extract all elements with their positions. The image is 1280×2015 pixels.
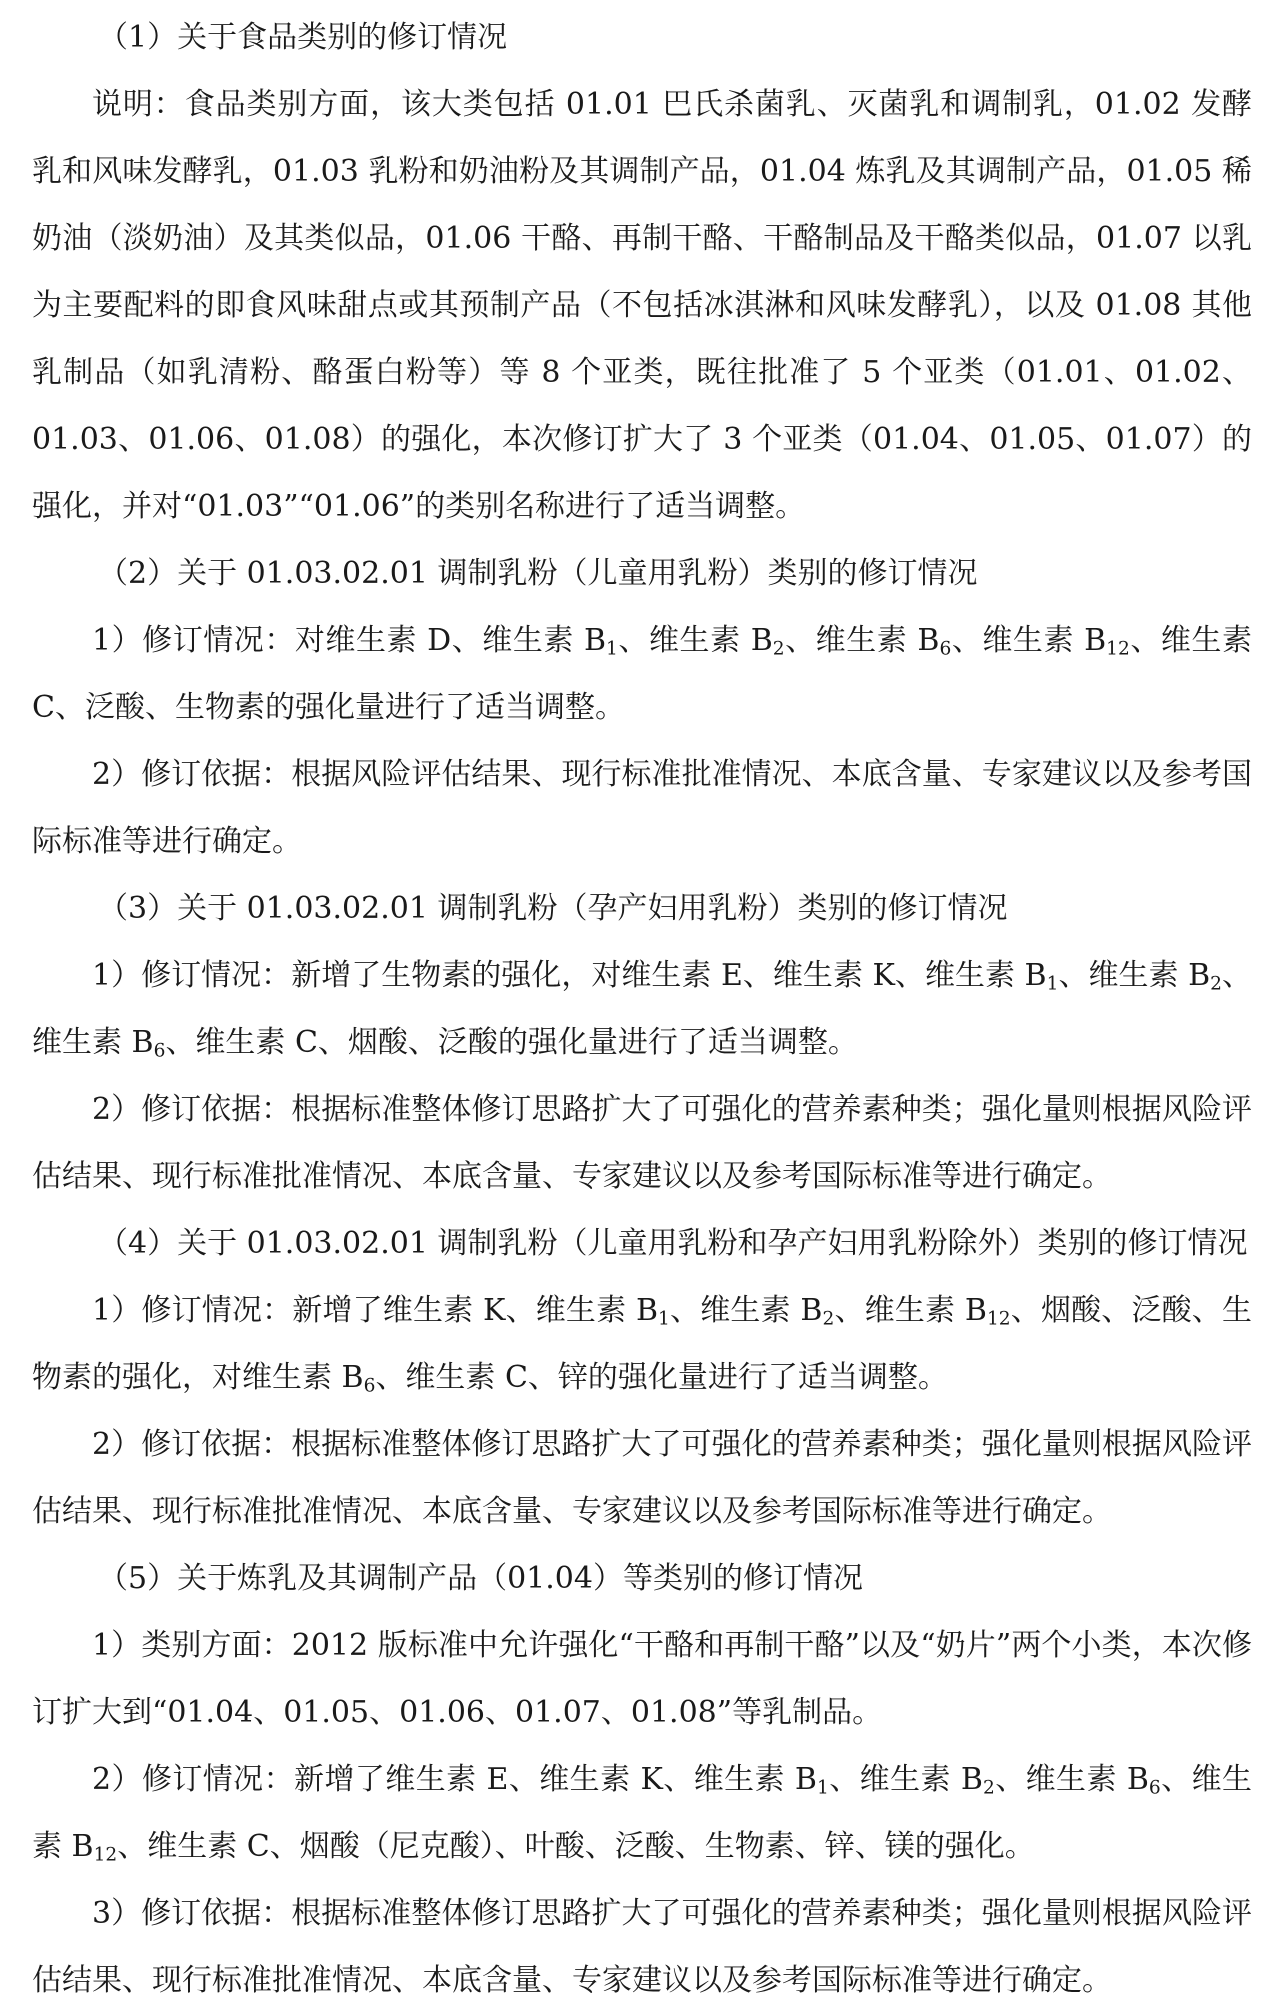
text-run: 、维生素 B xyxy=(1058,958,1211,993)
text-run: 、维生素 C、烟酸、泛酸的强化量进行了适当调整。 xyxy=(165,1025,858,1060)
section-2-basis: 2）修订依据：根据风险评估结果、现行标准批准情况、本底含量、专家建议以及参考国际标准等进行确定。 xyxy=(32,757,1252,859)
text-run: 、维生素 C、泛酸、生物素的强化量进行了适当调整。 xyxy=(32,623,1253,725)
section-4-basis: 2）修订依据：根据标准整体修订思路扩大了可强化的营养素种类；强化量则根据风险评估结果、现行标准批准情况、本底含量、专家建议以及参考国际标准等进行确定。 xyxy=(32,1427,1252,1529)
text-run: 1）修订情况：新增了生物素的强化，对维生素 E、维生素 K、维生素 B xyxy=(92,958,1047,993)
section-2-revision xyxy=(32,607,1252,741)
text-run: 2）修订情况：新增了维生素 E、维生素 K、维生素 B xyxy=(92,1762,817,1797)
subscript: 2 xyxy=(1210,973,1222,995)
text-run: 、维生素 B xyxy=(834,1293,987,1328)
subscript: 6 xyxy=(939,638,952,660)
text-run: 、维生素 B xyxy=(951,623,1107,658)
subscript: 12 xyxy=(986,1308,1011,1330)
subscript: 2 xyxy=(772,638,785,660)
text-run: 1）修订情况：对维生素 D、维生素 B xyxy=(92,623,607,658)
subscript: 6 xyxy=(1148,1777,1161,1799)
subscript: 1 xyxy=(606,638,618,660)
section-2-heading: （2）关于 01.03.02.01 调制乳粉（儿童用乳粉）类别的修订情况 xyxy=(98,556,978,591)
subscript: 1 xyxy=(1046,973,1059,995)
section-3-basis: 2）修订依据：根据标准整体修订思路扩大了可强化的营养素种类；强化量则根据风险评估结果、现行标准批准情况、本底含量、专家建议以及参考国际标准等进行确定。 xyxy=(32,1092,1252,1194)
subscript: 12 xyxy=(93,1844,118,1866)
section-4-revision xyxy=(32,1277,1252,1411)
text-run: 、烟酸、泛酸、生物素的强化，对维生素 B xyxy=(32,1293,1252,1395)
text-run: 、维生素 B xyxy=(994,1762,1149,1797)
subscript: 2 xyxy=(822,1308,835,1330)
subscript: 2 xyxy=(982,1777,995,1799)
text-run: 、维生素 B xyxy=(669,1293,823,1328)
subscript: 1 xyxy=(658,1308,670,1330)
subscript: 6 xyxy=(363,1375,376,1397)
text-run: 、维生素 C、烟酸（尼克酸）、叶酸、泛酸、生物素、锌、镁的强化。 xyxy=(117,1829,1035,1864)
subscript: 1 xyxy=(816,1777,829,1799)
section-5-basis: 3）修订依据：根据标准整体修订思路扩大了可强化的营养素种类；强化量则根据风险评估结果、现行标准批准情况、本底含量、专家建议以及参考国际标准等进行确定。 xyxy=(32,1896,1252,1998)
section-5-heading: （5）关于炼乳及其调制产品（01.04）等类别的修订情况 xyxy=(98,1561,863,1596)
document-page xyxy=(32,4,1252,2014)
section-3-heading: （3）关于 01.03.02.01 调制乳粉（孕产妇用乳粉）类别的修订情况 xyxy=(98,891,1008,926)
section-3-revision xyxy=(32,942,1252,1076)
section-5-revision xyxy=(32,1746,1252,1880)
text-run: 1）修订情况：新增了维生素 K、维生素 B xyxy=(92,1293,659,1328)
section-4-heading: （4）关于 01.03.02.01 调制乳粉（儿童用乳粉和孕产妇用乳粉除外）类别的修订情况 xyxy=(98,1226,1248,1261)
text-run: 、维生素 B xyxy=(784,623,940,658)
subscript: 6 xyxy=(153,1040,166,1062)
text-run: 、维生素 B xyxy=(828,1762,983,1797)
section-5-category: 1）类别方面：2012 版标准中允许强化“干酪和再制干酪”以及“奶片”两个小类，本次修订扩大到“01.04、01.05、01.06、01.07、01.08”等乳制品。 xyxy=(32,1628,1252,1730)
text-run: 、维生素 B xyxy=(617,623,773,658)
text-run: 、维生素 B xyxy=(32,958,1253,1060)
text-run: 、维生素 B xyxy=(32,1762,1252,1864)
section-1-body: 说明：食品类别方面，该大类包括 01.01 巴氏杀菌乳、灭菌乳和调制乳，01.02 发酵乳和风味发酵乳，01.03 乳粉和奶油粉及其调制产品，01.04 炼乳及其调制产品，01.05 稀奶油（淡奶油）及其类似品，01.06 干酪、再制干酪、干酪制品及干酪类似品，01.07 以乳为主要配料的即食风味甜点或其预制产品（不包括冰淇淋和风味发酵乳），以及 01.08 其他乳制品（如乳清粉、酪蛋白粉等）等 8 个亚类，既往批准了 5 个亚类（01.01、01.02、01.03、01.06、01.08）的强化，本次修订扩大了 3 个亚类（01.04、01.05、01.07）的强化，并对“01.03”“01.06”的类别名称进行了适当调整。 xyxy=(32,87,1252,524)
section-1-heading: （1）关于食品类别的修订情况 xyxy=(98,20,508,55)
text-run: 、维生素 C、锌的强化量进行了适当调整。 xyxy=(375,1360,948,1395)
subscript: 12 xyxy=(1106,638,1130,660)
